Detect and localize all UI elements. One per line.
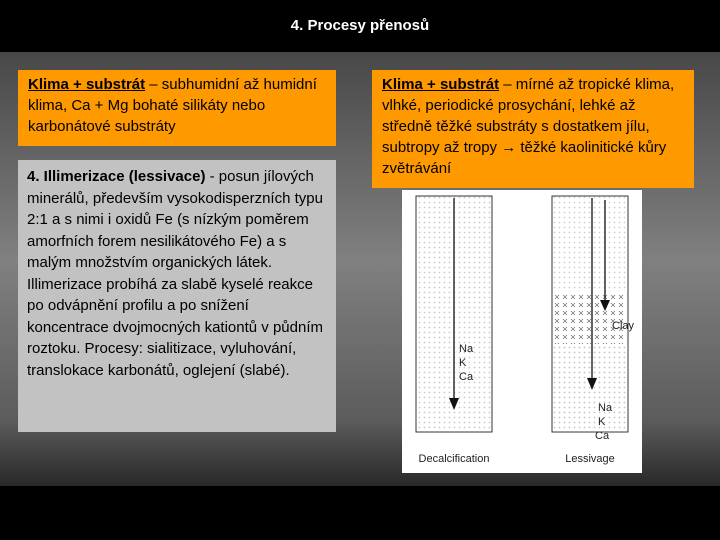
left-ion-k: K — [459, 357, 467, 369]
right-ion-k: K — [598, 416, 606, 428]
left-climate-heading: Klima + substrát — [28, 76, 146, 93]
right-climate-box — [372, 70, 694, 188]
illimerization-box — [18, 160, 336, 432]
decalcification-column — [416, 196, 492, 465]
decalcification-caption: Decalcification — [418, 453, 490, 465]
right-climate-heading: Klima + substrát — [382, 76, 500, 93]
bottom-bar — [0, 486, 720, 540]
slide-title-bar — [0, 0, 720, 52]
soil-profile-figure — [402, 190, 642, 473]
slide-title: 4. Procesy přenosů — [290, 17, 430, 34]
left-climate-box — [18, 70, 336, 146]
illimerization-text: - posun jílových minerálů, především vysokodisperzních typu 2:1 a s nimi i oxidů Fe (s nízkým poměrem amorfních forem nesilikátového Fe) a s malým množstvím organických látek. Illimerizace probíhá za slabě kyselé reakce po odvápnění profilu a po snížení koncentrace dvojmocných kationtů v půdním roztoku. Procesy: sialitizace, vyluhování, translokace karbonátů, oglejení (slabé). — [27, 168, 323, 379]
lessivage-caption: Lessivage — [565, 453, 615, 465]
left-ion-ca: Ca — [459, 371, 474, 383]
left-ion-na: Na — [459, 343, 474, 355]
right-ion-ca: Ca — [595, 430, 610, 442]
right-ion-na: Na — [598, 402, 613, 414]
right-climate-text: – mírné až tropické klima, vlhké, periodické prosychání, lehké až středně těžké substráty s dostatkem jílu, subtropy až tropy → těžké kaolinitické kůry zvětrávání — [382, 76, 675, 177]
clay-label: Clay — [612, 320, 635, 332]
lessivage-column — [552, 196, 635, 465]
illimerization-heading: 4. Illimerizace (lessivace) — [27, 168, 206, 185]
left-climate-text: – subhumidní až humidní klima, Ca + Mg bohaté silikáty nebo karbonátové substráty — [28, 76, 317, 135]
